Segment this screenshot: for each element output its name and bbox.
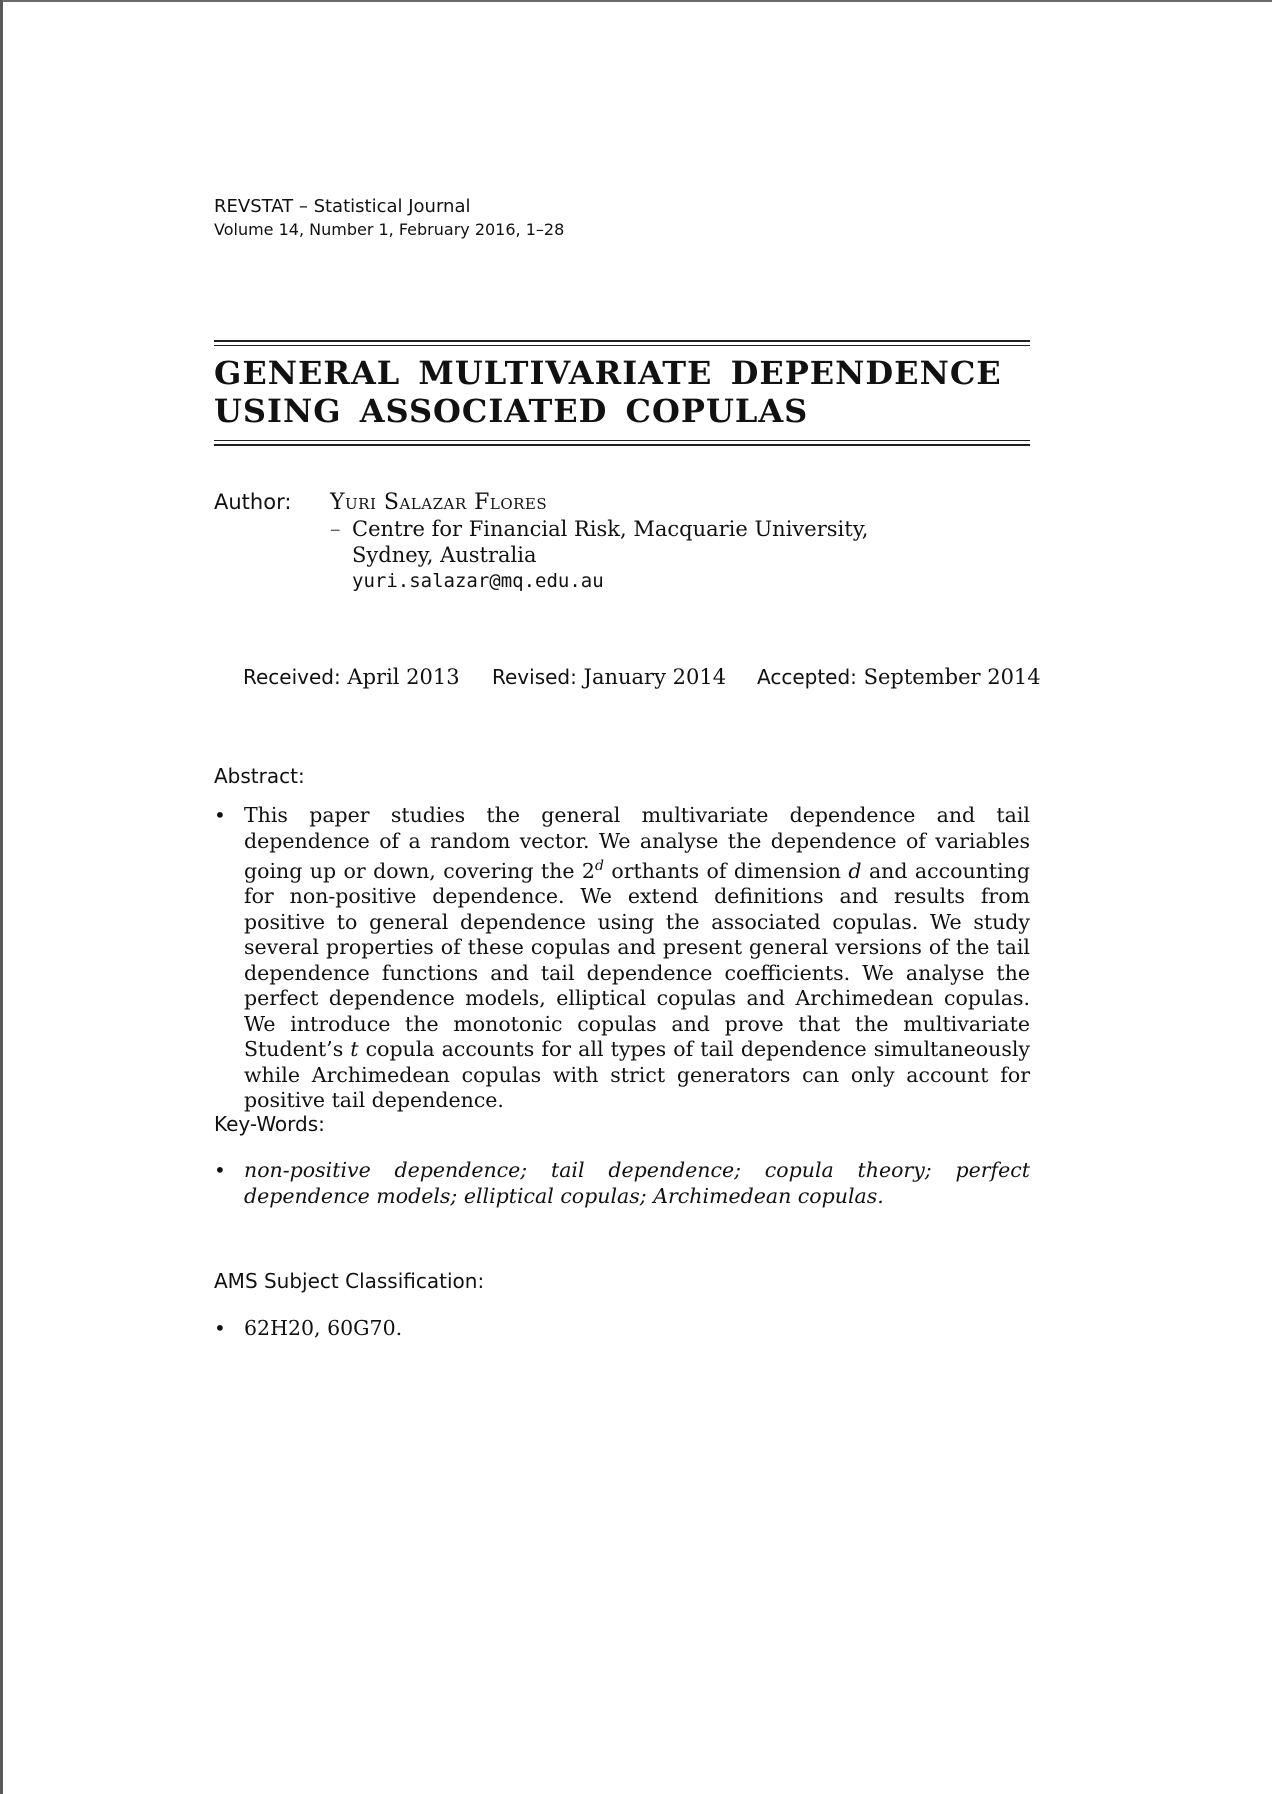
keywords-item	[214, 1158, 1030, 1209]
affiliation-dash: –	[330, 517, 341, 541]
title-line-2: USING ASSOCIATED COPULAS	[214, 392, 809, 430]
accepted-value: September 2014	[863, 665, 1041, 689]
revised-value: January 2014	[583, 665, 727, 689]
author-affiliation	[330, 516, 868, 594]
page-border-left	[0, 0, 3, 1794]
author-label: Author:	[214, 490, 292, 514]
abstract-bullet: •	[214, 803, 226, 827]
paper-title	[214, 354, 1030, 430]
author-name: Yuri Salazar Flores	[330, 490, 548, 515]
received-value: April 2013	[347, 665, 460, 689]
ams-text: 62H20, 60G70.	[244, 1316, 403, 1340]
date-accepted	[757, 665, 1041, 689]
journal-issue: Volume 14, Number 1, February 2016, 1–28	[214, 220, 565, 239]
keywords-text: non-positive dependence; tail dependence; copula theory; perfect dependence models; elliptical copulas; Archimedean copulas.	[244, 1158, 1030, 1208]
page-border-top	[0, 0, 1272, 2]
ams-bullet: •	[214, 1316, 226, 1340]
date-received	[243, 665, 460, 689]
journal-name: REVSTAT – Statistical Journal	[214, 196, 471, 217]
affiliation-line-1: Centre for Financial Risk, Macquarie University,	[352, 517, 869, 541]
affiliation-line-2: Sydney, Australia	[352, 543, 537, 567]
abstract-text: This paper studies the general multivariate dependence and tail dependence of a random vector. We analyse the dependence of variables going up or down, covering the 2$^d$ orthants of dimension d and accounting for non-positive dependence. We extend definitions and results from positive to general dependence using the associated copulas. We study several properties of these copulas and present general versions of the tail dependence functions and tail dependence coefficients. We analyse the perfect dependence models, elliptical copulas and Archimedean copulas. We introduce the monotonic copulas and prove that the multivariate Student’s t copula accounts for all types of tail dependence simultaneously while Archimedean copulas with strict generators can only account for positive tail dependence.	[244, 803, 1031, 1113]
title-rule-top	[214, 340, 1030, 346]
author-block	[330, 490, 868, 594]
keywords-label: Key-Words:	[214, 1112, 325, 1136]
journal-header	[214, 196, 564, 242]
accepted-label: Accepted:	[757, 665, 857, 689]
abstract-label: Abstract:	[214, 764, 305, 788]
received-label: Received:	[243, 665, 341, 689]
date-revised	[492, 665, 726, 689]
ams-item	[214, 1316, 1030, 1342]
abstract-item	[214, 803, 1030, 1114]
title-rule-bottom	[214, 440, 1030, 446]
author-email: yuri.salazar@mq.edu.au	[352, 570, 604, 592]
ams-label: AMS Subject Classification:	[214, 1269, 485, 1293]
keywords-bullet: •	[214, 1158, 226, 1182]
title-line-1: GENERAL MULTIVARIATE DEPENDENCE	[214, 354, 1002, 392]
revised-label: Revised:	[492, 665, 577, 689]
